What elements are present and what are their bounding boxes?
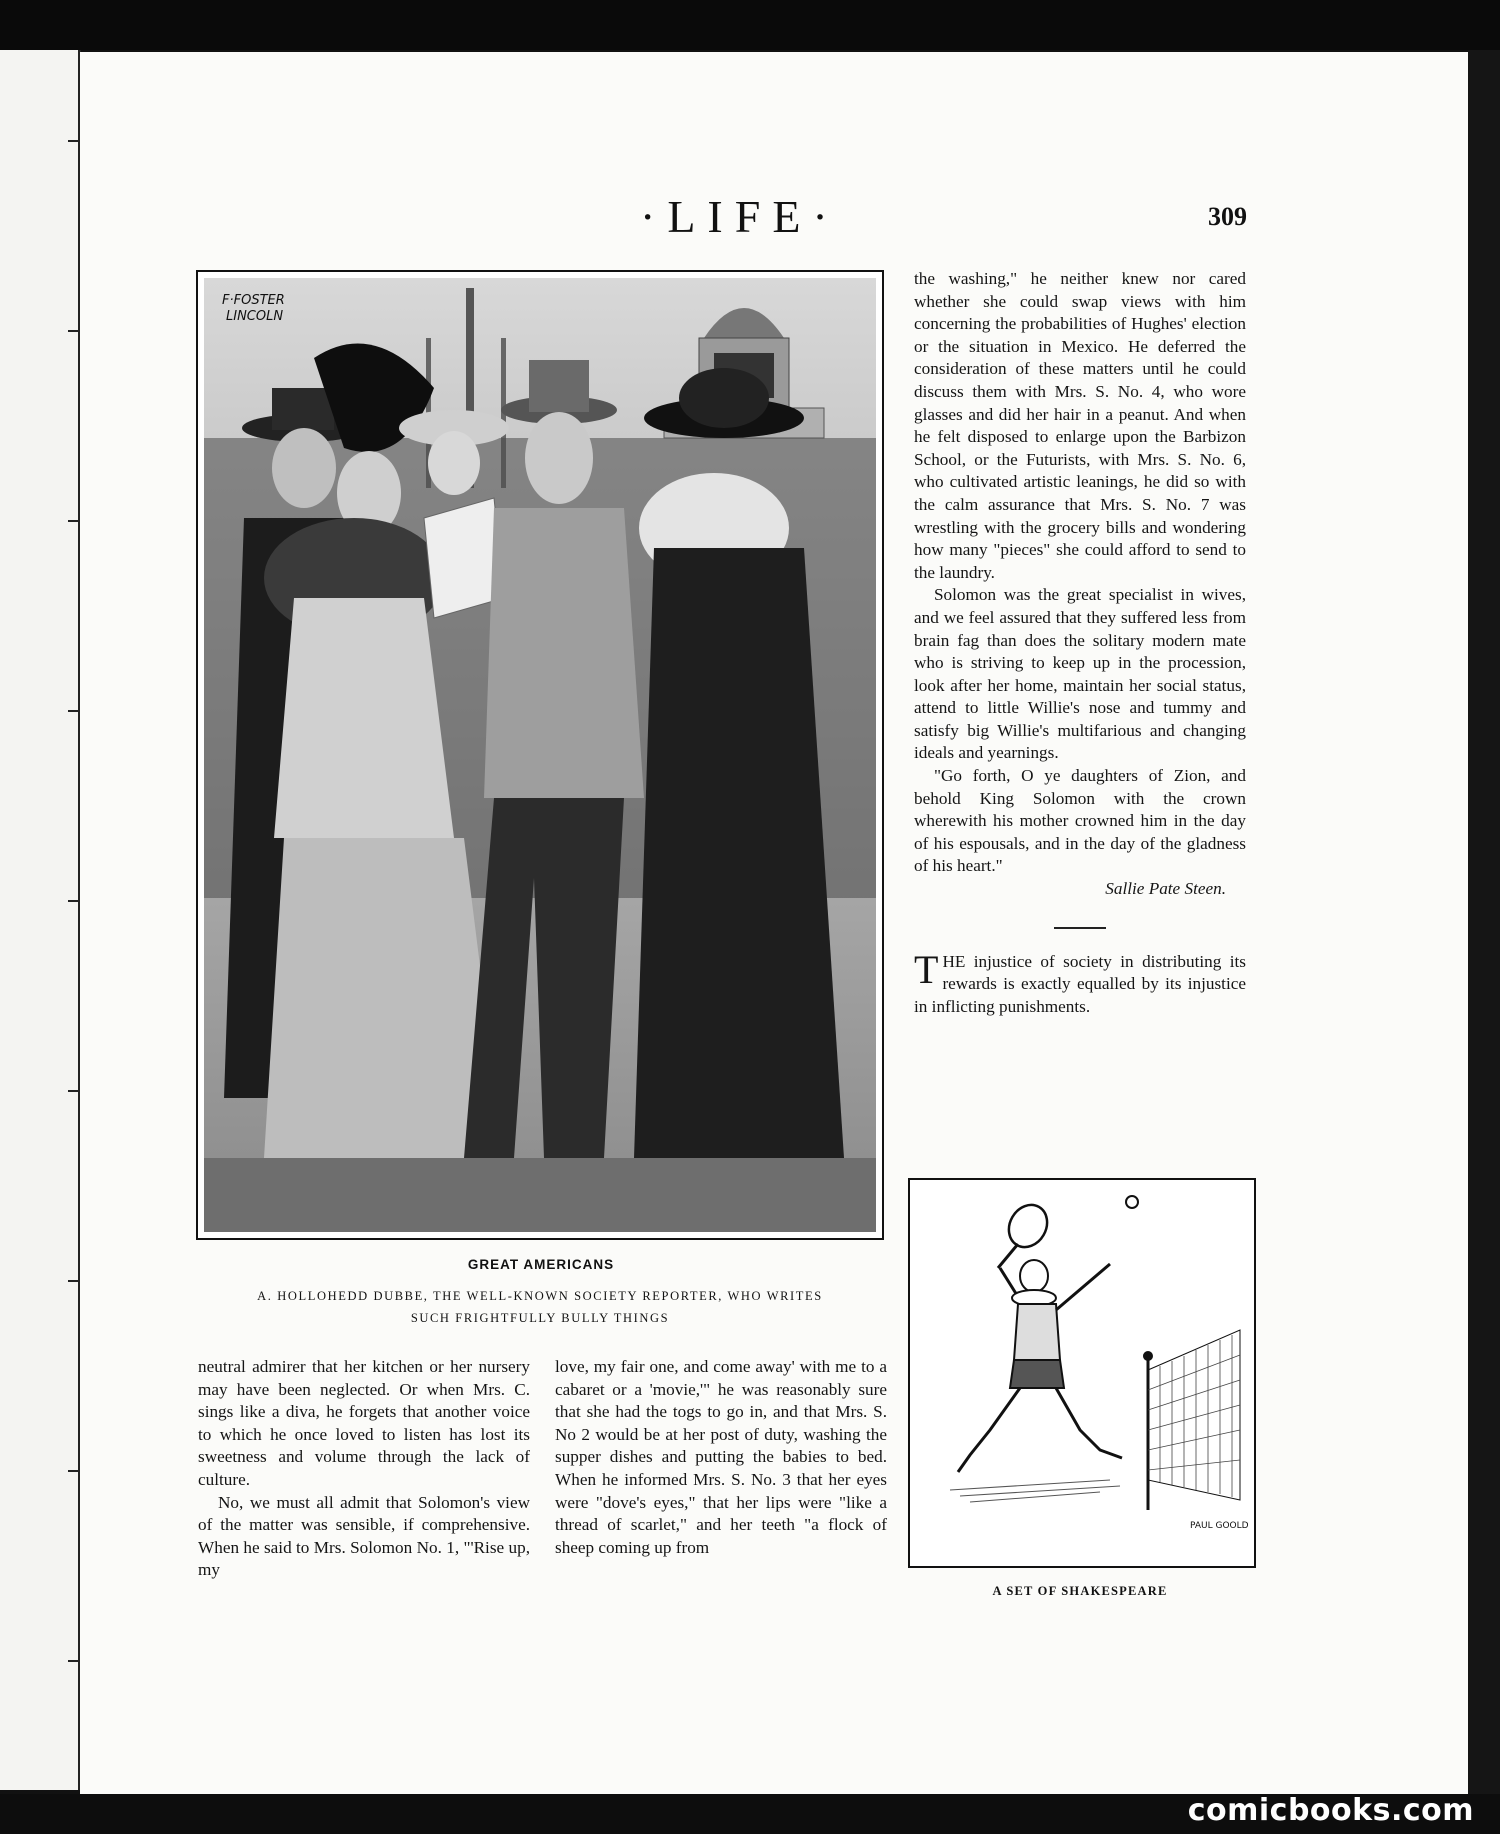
illustration-subtitle: [230, 1285, 850, 1329]
cartoon-artist-signature: PAUL GOOLD: [1190, 1521, 1249, 1531]
scan-bottom-border: [0, 1794, 1500, 1834]
scan-top-border: [0, 0, 1500, 50]
paragraph: neutral admirer that her kitchen or her nursery may have been neglected. Or when Mrs. C. sings like a diva, he forgets that another voice to which he once loved to listen has lost its sweetness and volume through the lack of culture.: [198, 1357, 530, 1489]
section-divider: [1054, 927, 1106, 929]
paragraph: No, we must all admit that Solomon's view of the matter was sensible, if comprehensive. When he said to Mrs. Solomon No. 1, "'Rise up, my: [198, 1492, 530, 1580]
paragraph: "Go forth, O ye daughters of Zion, and behold King Solomon with the crown wherewith his mother crowned him in the day of his espousals, and in the day of the gladness of his heart.": [914, 766, 1246, 876]
drop-cap: T: [914, 946, 939, 992]
paragraph: Solomon was the great specialist in wives, and we feel assured that they suffered less from brain fag than does the solitary modern mate who is striving to keep up in the procession, look after her home, maintain her social status, attend to little Willie's nose and tummy and satisfy big Willie's multifarious and changing ideals and yearnings.: [914, 585, 1246, 763]
illustration-title: GREAT AMERICANS: [467, 1257, 615, 1272]
aphorism-text: HE injustice of society in distributing its rewards is exactly equalled by its injustice in inflicting punishments.: [914, 951, 1246, 1016]
paragraph: love, my fair one, and come away' with me to a cabaret or a 'movie,'" he was reasonably sure that she had the togs to go in, and that Mrs. S. No 2 would be at her post of duty, washing the supper dishes and putting the babies to bed. When he informed Mrs. S. No. 3 that her eyes were "dove's eyes," that her lips were "like a thread of scarlet," and her teeth "a flock of sheep coming up from: [555, 1357, 887, 1557]
society-illustration: [196, 270, 884, 1240]
bottom-middle-column: [555, 1356, 887, 1559]
masthead-title: ·LIFE·: [640, 191, 840, 242]
author-signature: Sallie Pate Steen.: [1105, 879, 1226, 899]
right-column-text: [914, 268, 1246, 1018]
aphorism: [914, 946, 1246, 1019]
page-number: 309: [1208, 202, 1247, 231]
paragraph: the washing," he neither knew nor cared whether she could swap views with him concerning the probabilities of Hughes' election or the situation in Mexico. He deferred the consideration of these matters until he could discuss them with Mrs. S. No. 4, who wore glasses and did her hair in a peanut. And when he felt disposed to enlarge upon the Barbizon School, or the Futurists, with Mrs. S. No. 6, who cultivated artistic leanings, he did so with the calm assurance that Mrs. S. No. 7 was wrestling with the grocery bills and wondering how many "pieces" she could afford to send to the laundry.: [914, 269, 1246, 582]
watermark: comicbooks.com: [1187, 1793, 1474, 1828]
shakespeare-tennis-cartoon: [908, 1178, 1256, 1568]
illustration-subtitle-line2: SUCH FRIGHTFULLY BULLY THINGS: [410, 1311, 670, 1325]
scan-right-border: [1468, 50, 1500, 1834]
svg-text:LINCOLN: LINCOLN: [226, 309, 284, 324]
svg-text:F·FOSTER: F·FOSTER: [222, 293, 285, 308]
illustration-subtitle-line1: A. HOLLOHEDD DUBBE, THE WELL-KNOWN SOCIETY REPORTER, WHO WRITES: [257, 1289, 823, 1303]
bottom-left-column: [198, 1356, 530, 1582]
cartoon-caption: A SET OF SHAKESPEARE: [992, 1584, 1168, 1598]
previous-page-edge: [0, 50, 81, 1790]
